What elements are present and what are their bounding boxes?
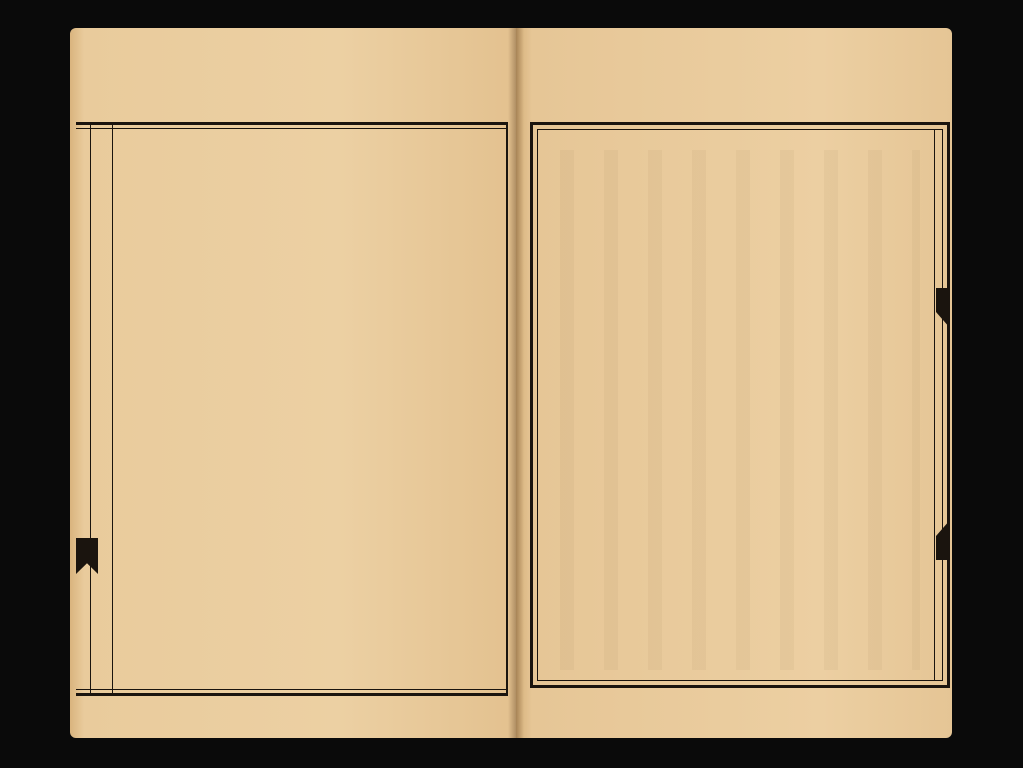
book-gutter (508, 28, 524, 738)
character-index (114, 132, 474, 680)
bleed-through-shadow (560, 150, 920, 670)
